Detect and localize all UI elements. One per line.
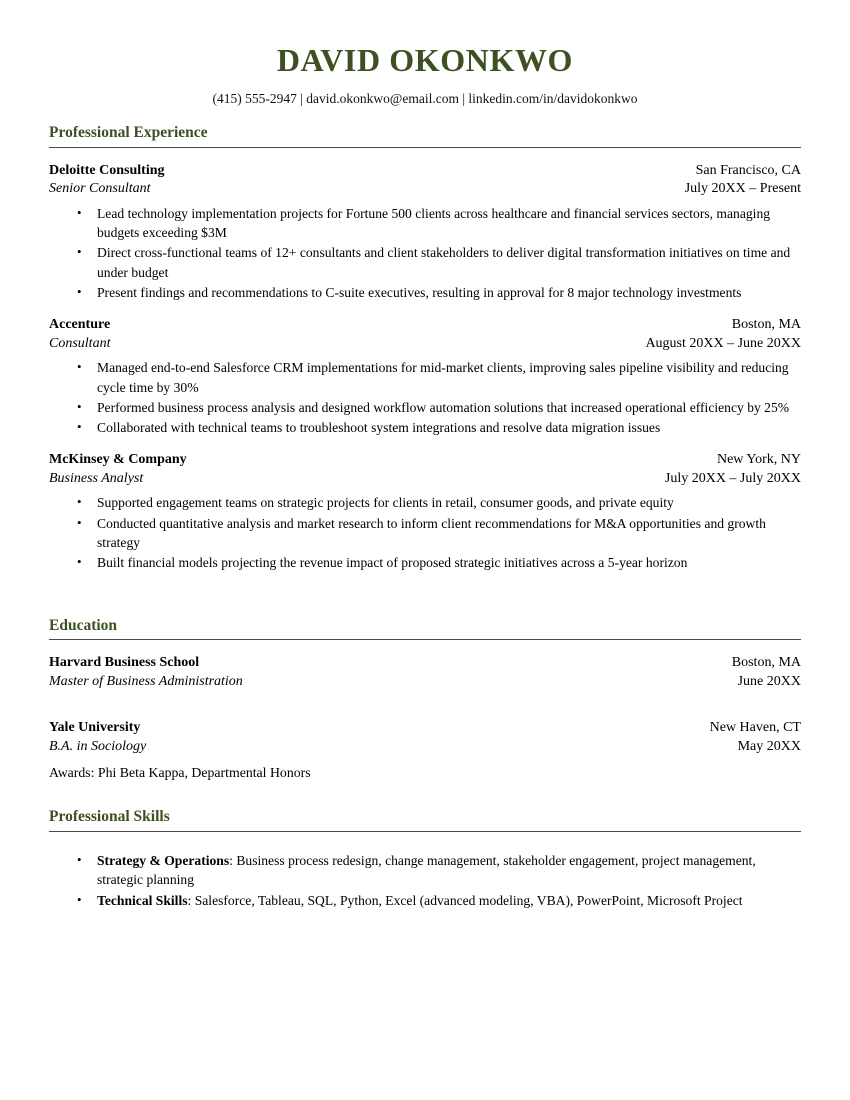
org-location: Boston, MA xyxy=(731,655,801,671)
role-title: Business Analyst xyxy=(49,470,144,486)
org-location: Boston, MA xyxy=(731,317,801,333)
section-professional-experience xyxy=(49,124,801,572)
awards-line: Awards: Phi Beta Kappa, Departmental Honors xyxy=(49,765,311,781)
role-dates: July 20XX – July 20XX xyxy=(664,470,801,486)
section-divider xyxy=(49,831,801,832)
org-location: New York, NY xyxy=(716,452,801,468)
experience-entry xyxy=(49,451,801,572)
entry-row-role xyxy=(49,335,801,353)
entry-row-org xyxy=(49,719,801,737)
entry-row-org xyxy=(49,316,801,334)
entry-row-role xyxy=(49,180,801,198)
org-location: San Francisco, CA xyxy=(695,162,801,178)
list-item: • Managed end-to-end Salesforce CRM implementations for mid-market clients, improving sales pipeline visibility and reducing cycle time by 30% xyxy=(49,358,801,397)
entry-row-org xyxy=(49,654,801,672)
section-divider xyxy=(49,639,801,640)
section-title-experience: Professional Experience xyxy=(49,124,208,142)
role-dates: August 20XX – June 20XX xyxy=(645,335,801,351)
list-item: • Collaborated with technical teams to troubleshoot system integrations and resolve data migration issues xyxy=(49,418,801,437)
entry-row-role xyxy=(49,470,801,488)
education-entry xyxy=(49,719,801,782)
role-title: Senior Consultant xyxy=(49,181,151,197)
list-item: • Performed business process analysis and designed workflow automation solutions that increased operational efficiency by 25% xyxy=(49,398,801,417)
skill-category-label: Strategy & Operations xyxy=(97,852,230,868)
org-name: Accenture xyxy=(49,317,111,333)
bullet-list xyxy=(49,204,801,302)
entry-row-role xyxy=(49,673,801,691)
list-item: • Present findings and recommendations to C-suite executives, resulting in approval for 8 major technology investments xyxy=(49,283,801,302)
org-location: New Haven, CT xyxy=(709,720,801,736)
list-item xyxy=(49,851,801,890)
entry-row-role xyxy=(49,738,801,756)
entry-row-org xyxy=(49,451,801,469)
experience-entry xyxy=(49,162,801,302)
bullet-list xyxy=(49,358,801,437)
org-name: Harvard Business School xyxy=(49,655,200,671)
org-name: Deloitte Consulting xyxy=(49,162,165,178)
degree-date: May 20XX xyxy=(737,738,801,754)
list-item: • Direct cross-functional teams of 12+ consultants and client stakeholders to deliver digital transformation initiatives on time and under budget xyxy=(49,243,801,282)
list-item: • Supported engagement teams on strategic projects for clients in retail, consumer goods, and private equity xyxy=(49,493,801,512)
degree-title: Master of Business Administration xyxy=(49,673,243,689)
section-education xyxy=(49,617,801,783)
candidate-name: DAVID OKONKWO xyxy=(276,42,574,78)
role-title: Consultant xyxy=(49,335,111,351)
role-dates: July 20XX – Present xyxy=(684,181,801,197)
entry-row-org xyxy=(49,162,801,180)
list-item: • Conducted quantitative analysis and market research to inform client recommendations for M&A opportunities and growth strategy xyxy=(49,514,801,553)
degree-title: B.A. in Sociology xyxy=(49,738,147,754)
contact-line: (415) 555-2947 | david.okonkwo@email.com | linkedin.com/in/davidokonkwo xyxy=(212,90,638,106)
degree-date: June 20XX xyxy=(737,673,801,689)
list-item: • Built financial models projecting the revenue impact of proposed strategic initiatives across a 5-year horizon xyxy=(49,553,801,572)
section-title-education: Education xyxy=(49,616,118,634)
bullet-list xyxy=(49,493,801,572)
experience-entry xyxy=(49,316,801,437)
list-item xyxy=(49,891,801,910)
section-title-skills: Professional Skills xyxy=(49,808,170,826)
org-name: McKinsey & Company xyxy=(49,452,187,468)
resume-header xyxy=(49,0,801,107)
org-name: Yale University xyxy=(49,720,141,736)
skill-category-text: : Business process redesign, change management, stakeholder engagement, project management, strategic planning xyxy=(97,852,756,888)
education-entry xyxy=(49,654,801,691)
list-item: • Lead technology implementation projects for Fortune 500 clients across healthcare and financial services sectors, managing budgets exceeding $3M xyxy=(49,204,801,243)
skill-category-text: : Salesforce, Tableau, SQL, Python, Excel (advanced modeling, VBA), PowerPoint, Microsoft Project xyxy=(187,892,743,908)
section-professional-skills xyxy=(49,808,801,909)
skills-list xyxy=(49,851,801,910)
section-divider xyxy=(49,147,801,148)
skill-category-label: Technical Skills xyxy=(97,892,188,908)
